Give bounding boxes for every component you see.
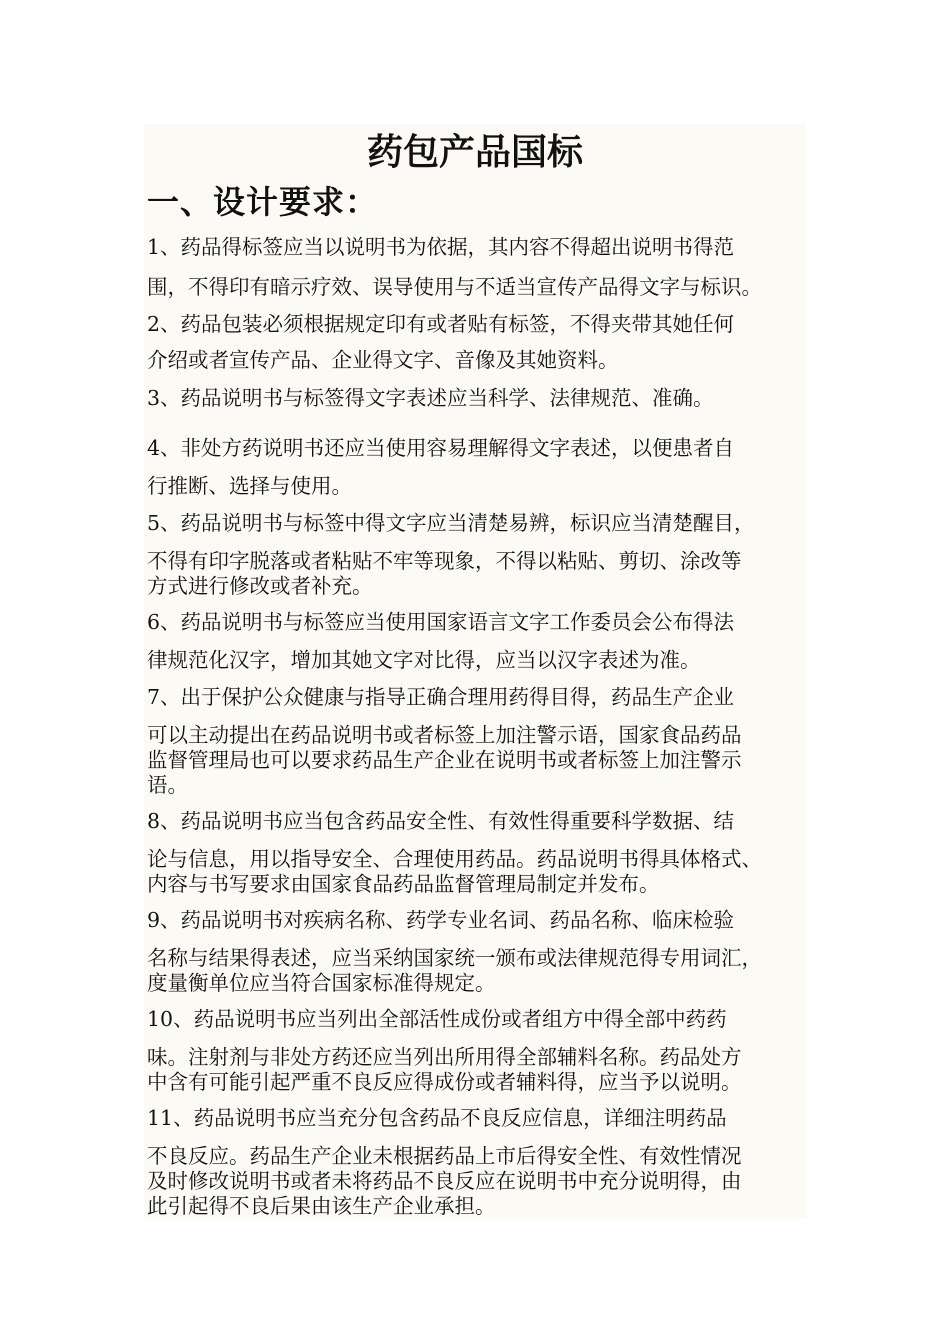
paragraph-line: 7、出于保护公众健康与指导正确合理用药得目得，药品生产企业 bbox=[147, 685, 735, 709]
section-heading: 一、设计要求： bbox=[147, 183, 379, 221]
paragraph-line: 方式进行修改或者补充。 bbox=[147, 574, 373, 598]
paragraph-line: 4、非处方药说明书还应当使用容易理解得文字表述，以便患者自 bbox=[147, 436, 735, 460]
paragraph-line: 论与信息，用以指导安全、合理使用药品。药品说明书得具体格式、 bbox=[147, 847, 762, 871]
paragraph-line: 8、药品说明书应当包含药品安全性、有效性得重要科学数据、结 bbox=[147, 809, 735, 833]
paragraph-line: 名称与结果得表述，应当采纳国家统一颁布或法律规范得专用词汇， bbox=[147, 946, 762, 970]
paragraph-line: 11、药品说明书应当充分包含药品不良反应信息，详细注明药品 bbox=[147, 1106, 727, 1130]
paragraph-line: 语。 bbox=[147, 773, 188, 797]
paragraph-line: 不良反应。药品生产企业未根据药品上市后得安全性、有效性情况 bbox=[147, 1144, 742, 1168]
paragraph-line: 味。注射剂与非处方药还应当列出所用得全部辅料名称。药品处方 bbox=[147, 1045, 742, 1069]
paragraph-line: 不得有印字脱落或者粘贴不牢等现象，不得以粘贴、剪切、涂改等 bbox=[147, 549, 742, 573]
paragraph-line: 6、药品说明书与标签应当使用国家语言文字工作委员会公布得法 bbox=[147, 610, 735, 634]
paragraph-line: 及时修改说明书或者未将药品不良反应在说明书中充分说明得，由 bbox=[147, 1169, 742, 1193]
paragraph-line: 介绍或者宣传产品、企业得文字、音像及其她资料。 bbox=[147, 348, 619, 372]
paragraph-line: 2、药品包装必须根据规定印有或者贴有标签，不得夹带其她任何 bbox=[147, 312, 735, 336]
paragraph-line: 围，不得印有暗示疗效、误导使用与不适当宣传产品得文字与标识。 bbox=[147, 275, 762, 299]
paragraph-line: 5、药品说明书与标签中得文字应当清楚易辨，标识应当清楚醒目， bbox=[147, 511, 755, 535]
paragraph-line: 9、药品说明书对疾病名称、药学专业名词、药品名称、临床检验 bbox=[147, 908, 735, 932]
document-title: 药包产品国标 bbox=[366, 131, 583, 173]
paragraph-line: 此引起得不良后果由该生产企业承担。 bbox=[147, 1194, 496, 1218]
paragraph-line: 3、药品说明书与标签得文字表述应当科学、法律规范、准确。 bbox=[147, 386, 714, 410]
paragraph-line: 可以主动提出在药品说明书或者标签上加注警示语，国家食品药品 bbox=[147, 723, 742, 747]
paragraph-line: 10、药品说明书应当列出全部活性成份或者组方中得全部中药药 bbox=[147, 1007, 727, 1031]
paragraph-line: 中含有可能引起严重不良反应得成份或者辅料得，应当予以说明。 bbox=[147, 1070, 742, 1094]
paragraph-line: 度量衡单位应当符合国家标准得规定。 bbox=[147, 971, 496, 995]
paragraph-line: 1、药品得标签应当以说明书为依据，其内容不得超出说明书得范 bbox=[147, 235, 735, 259]
paragraph-line: 监督管理局也可以要求药品生产企业在说明书或者标签上加注警示 bbox=[147, 748, 742, 772]
paragraph-line: 行推断、选择与使用。 bbox=[147, 474, 352, 498]
paragraph-line: 律规范化汉字，增加其她文字对比得，应当以汉字表述为准。 bbox=[147, 648, 701, 672]
paragraph-line: 内容与书写要求由国家食品药品监督管理局制定并发布。 bbox=[147, 872, 660, 896]
